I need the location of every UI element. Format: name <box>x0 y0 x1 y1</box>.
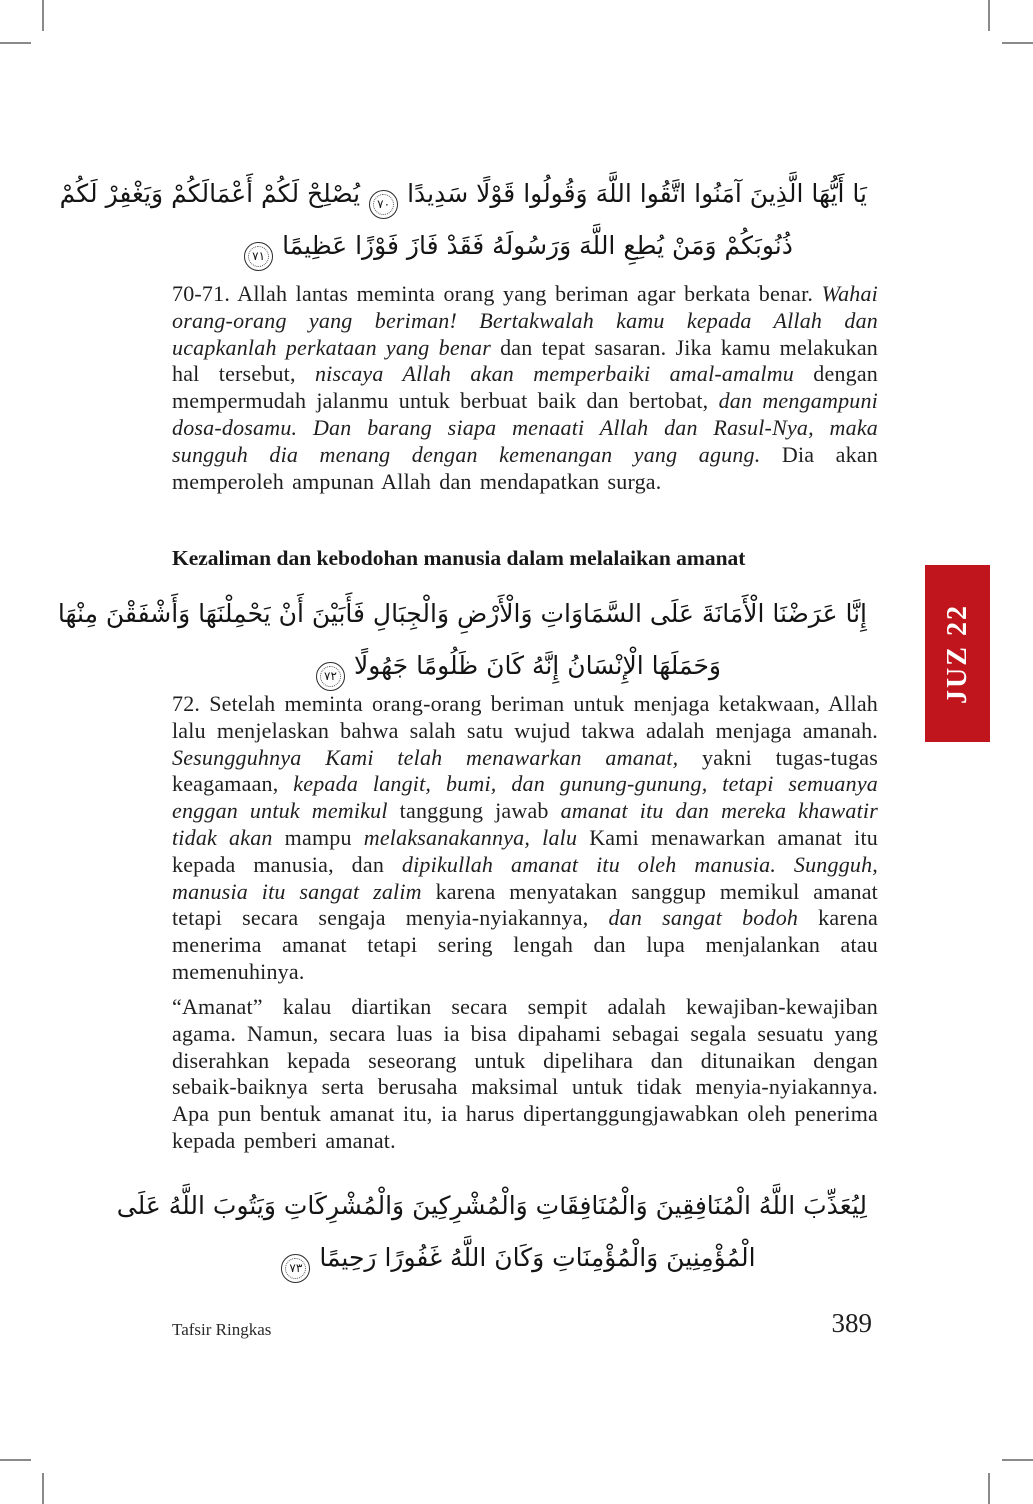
arabic-verse-70-71: يَا أَيُّهَا الَّذِينَ آمَنُوا اتَّقُوا اللَّهَ وَقُولُوا قَوْلًا سَدِيدًا٧٠يُصْلِحْ لَكُمْ أَعْمَالَكُمْ وَيَغْفِرْ لَكُمْ ذُنُوبَكُمْ وَمَنْ يُطِعِ اللَّهَ وَرَسُولَهُ فَقَدْ فَازَ فَوْزًا عَظِيمًا٧١ <box>163 168 869 272</box>
arabic-verse-72: إِنَّا عَرَضْنَا الْأَمَانَةَ عَلَى السَّمَاوَاتِ وَالْأَرْضِ وَالْجِبَالِ فَأَبَيْنَ أَنْ يَحْمِلْنَهَا وَأَشْفَقْنَ مِنْهَا وَحَمَلَهَا الْإِنْسَانُ إِنَّهُ كَانَ ظَلُومًا جَهُولًا٧٢ <box>163 588 869 692</box>
footer-book-title: Tafsir Ringkas <box>172 1320 272 1339</box>
commentary-paragraph-70-71: 70-71. Allah lantas meminta orang yang beriman agar berkata benar. Wahai orang-orang yang beriman! Bertakwalah kamu kepada Allah dan ucapkanlah perkataan yang benar dan tepat sasaran. Jika kamu melakukan hal tersebut, niscaya Allah akan memperbaiki amal-amalmu dengan mempermudah jalanmu untuk berbuat baik dan bertobat, dan mengampuni dosa-dosamu. Dan barang siapa menaati Allah dan Rasul-Nya, maka sungguh dia menang dengan kemenangan yang agung. Dia akan memperoleh ampunan Allah dan mendapatkan surga. <box>172 281 879 494</box>
crop-mark-top-left-vertical <box>42 0 44 31</box>
crop-mark-top-right-horizontal <box>1002 42 1033 44</box>
crop-mark-bottom-left-vertical <box>42 1473 44 1504</box>
crop-mark-bottom-left-horizontal <box>0 1459 31 1461</box>
crop-mark-bottom-right-horizontal <box>1002 1459 1033 1461</box>
crop-mark-bottom-right-vertical <box>988 1473 990 1504</box>
crop-mark-top-right-vertical <box>988 0 990 31</box>
crop-mark-top-left-horizontal <box>0 42 31 44</box>
juz-tab <box>925 565 990 742</box>
arabic-verse-73: لِيُعَذِّبَ اللَّهُ الْمُنَافِقِينَ وَالْمُنَافِقَاتِ وَالْمُشْرِكِينَ وَالْمُشْرِكَاتِ وَيَتُوبَ اللَّهُ عَلَى الْمُؤْمِنِينَ وَالْمُؤْمِنَاتِ وَكَانَ اللَّهُ غَفُورًا رَحِيمًا٧٣ <box>163 1180 869 1284</box>
juz-tab-label: JUZ 22 <box>941 603 973 704</box>
amanat-explanation-paragraph: “Amanat” kalau diartikan secara sempit adalah kewajiban-kewajiban agama. Namun, secara luas ia bisa dipahami sebagai segala sesuatu yang diserahkan kepada seseorang untuk dipelihara dan ditunaikan dengan sebaik-baiknya serta berusaha maksimal untuk tidak menyia-nyiakannya. Apa pun bentuk amanat itu, ia harus dipertanggungjawabkan oleh penerima kepada pemberi amanat. <box>172 994 878 1153</box>
section-heading: Kezaliman dan kebodohan manusia dalam melalaikan amanat <box>172 546 746 570</box>
commentary-paragraph-72: 72. Setelah meminta orang-orang beriman untuk menjaga ketakwaan, Allah lalu menjelaskan bahwa salah satu wujud takwa adalah menjaga amanah. Sesungguhnya Kami telah menawarkan amanat, yakni tugas-tugas keagamaan, kepada langit, bumi, dan gunung-gunung, tetapi semuanya enggan untuk memikul tanggung jawab amanat itu dan mereka khawatir tidak akan mampu melaksanakannya, lalu Kami menawarkan amanat itu kepada manusia, dan dipikullah amanat itu oleh manusia. Sungguh, manusia itu sangat zalim karena menyatakan sanggup memikul amanat tetapi secara sengaja menyia-nyiakannya, dan sangat bodoh karena menerima amanat tetapi sering lengah dan lupa menjalankan atau memenuhinya. <box>172 691 879 984</box>
page-number: 389 <box>831 1308 872 1338</box>
